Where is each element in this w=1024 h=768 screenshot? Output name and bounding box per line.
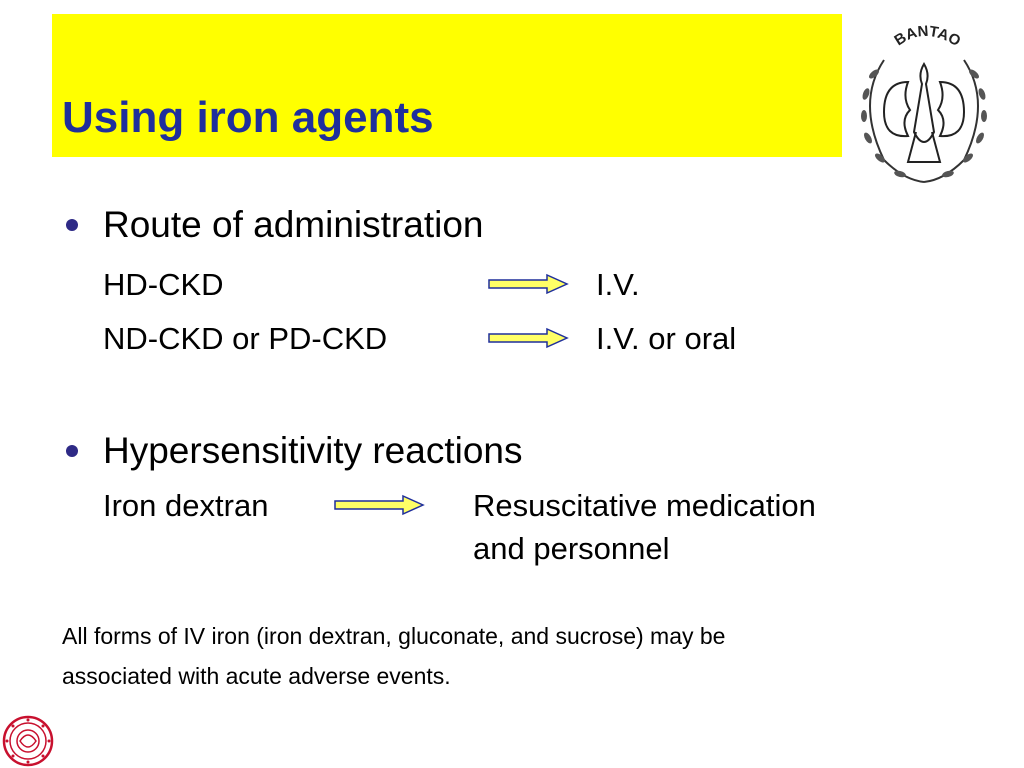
right-arrow-icon	[487, 273, 569, 295]
note-line-1: All forms of IV iron (iron dextran, gluconate, and sucrose) may be	[62, 623, 726, 649]
row-right-iv: I.V.	[596, 267, 640, 302]
right-arrow-icon	[487, 327, 569, 349]
bantao-logo	[844, 12, 1004, 188]
section-heading-hypersensitivity: Hypersensitivity reactions	[103, 430, 523, 471]
section-heading-route: Route of administration	[103, 204, 484, 245]
seal-logo	[2, 715, 54, 767]
svg-text:BANTAO: BANTAO	[891, 22, 964, 51]
note-line-2: associated with acute adverse events.	[62, 663, 451, 689]
row-left-nd-pd-ckd: ND-CKD or PD-CKD	[103, 321, 388, 356]
row-right-personnel: and personnel	[473, 531, 670, 566]
row-left-hd-ckd: HD-CKD	[103, 267, 224, 302]
row-right-iv-or-oral: I.V. or oral	[596, 321, 737, 356]
bullet-icon	[66, 219, 78, 231]
row-right-resuscitative: Resuscitative medication	[473, 488, 816, 523]
bullet-icon	[66, 445, 78, 457]
right-arrow-icon	[333, 494, 425, 516]
slide-title: Using iron agents	[62, 93, 434, 142]
row-left-iron-dextran: Iron dextran	[103, 488, 269, 523]
